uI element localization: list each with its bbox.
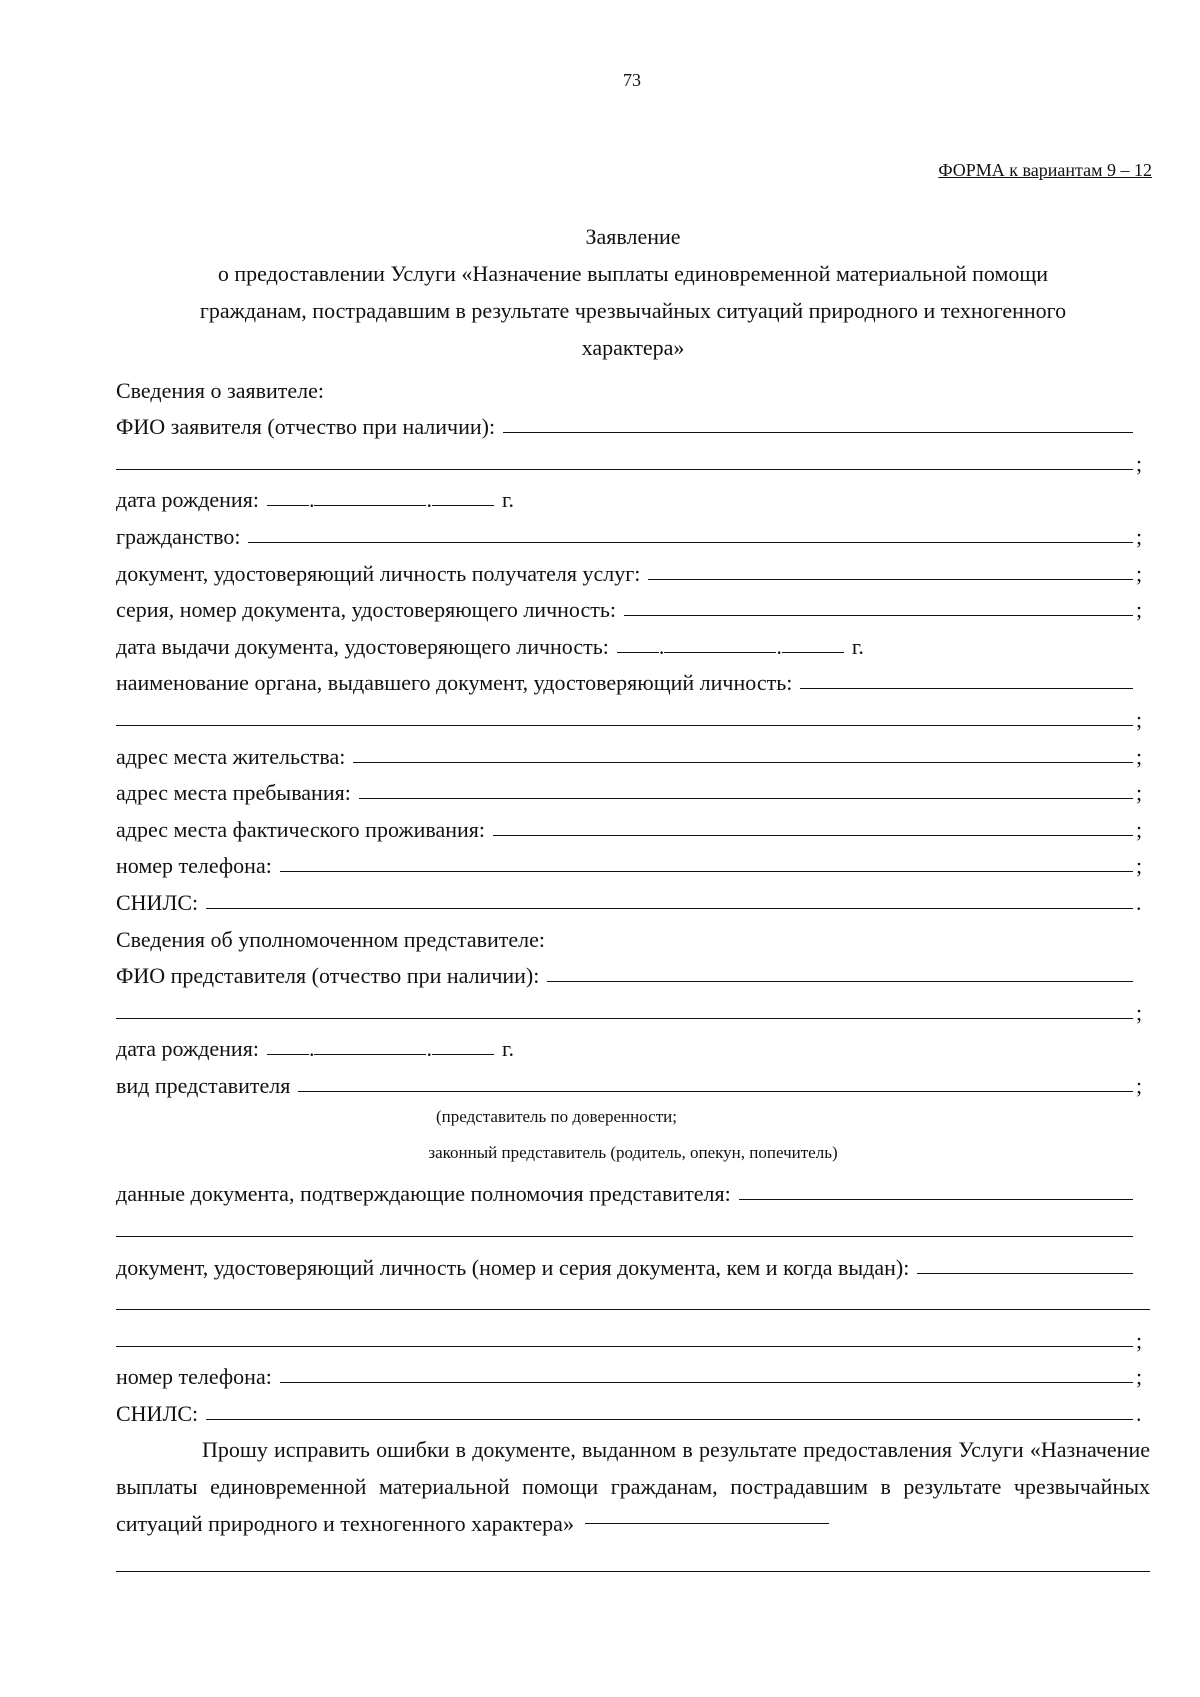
applicant-phone-label: номер телефона:: [116, 853, 272, 879]
applicant-birth-row: дата рождения: . . г.: [116, 487, 514, 513]
applicant-residence-field[interactable]: [353, 761, 1133, 763]
rep-authority-field-2[interactable]: [116, 1235, 1133, 1237]
issue-month-field[interactable]: [664, 651, 776, 653]
rep-phone-row: номер телефона: ;: [116, 1364, 1143, 1390]
rep-kind-hint-2: законный представитель (родитель, опекун, попечитель): [428, 1142, 838, 1162]
rep-birth-year-field[interactable]: [432, 1053, 494, 1055]
applicant-fio-label: ФИО заявителя (отчество при наличии):: [116, 414, 496, 440]
form-body: [116, 367, 1150, 1579]
applicant-snils-label: СНИЛС:: [116, 889, 199, 915]
rep-kind-hint-1: (представитель по доверенности;: [436, 1106, 677, 1126]
rep-kind-row: вид представителя ;: [116, 1072, 1143, 1098]
rep-birth-row: дата рождения: . . г.: [116, 1036, 514, 1062]
request-paragraph: [116, 1431, 1150, 1542]
applicant-citizenship-row: гражданство: ;: [116, 523, 1143, 549]
applicant-issue-date-label: дата выдачи документа, удостоверяющего личность:: [116, 633, 609, 659]
issue-day-field[interactable]: [617, 651, 659, 653]
rep-birth-day-field[interactable]: [267, 1053, 309, 1055]
rep-id-doc-field-3[interactable]: [116, 1345, 1133, 1347]
applicant-series-row: серия, номер документа, удостоверяющего личность: ;: [116, 597, 1143, 623]
rep-phone-field[interactable]: [280, 1381, 1133, 1383]
rep-id-doc-continuation-2: ;: [116, 1317, 1150, 1354]
rep-fio-label: ФИО представителя (отчество при наличии):: [116, 963, 540, 989]
applicant-fio-continuation: ;: [116, 440, 1150, 477]
rep-birth-label: дата рождения:: [116, 1036, 259, 1062]
applicant-stay-field[interactable]: [359, 797, 1133, 799]
request-text: Прошу исправить ошибки в документе, выданном в результате предоставления Услуги «Назначение выплаты единовременной материальной помощи гражданам, пострадавшим в результате чрезвычайных ситуаций природного и техногенного характера»: [116, 1437, 1150, 1537]
applicant-citizenship-label: гражданство:: [116, 523, 241, 549]
applicant-series-label: серия, номер документа, удостоверяющего личность:: [116, 597, 616, 623]
applicant-issuer-row: [116, 660, 1150, 697]
rep-snils-row: СНИЛС: .: [116, 1401, 1142, 1427]
applicant-section-heading: Сведения о заявителе:: [116, 377, 325, 403]
rep-id-doc-row: [116, 1244, 1150, 1281]
applicant-fio-row: [116, 404, 1150, 441]
request-field-2[interactable]: [116, 1570, 1150, 1572]
applicant-issuer-label: наименование органа, выдавшего документ, удостоверяющий личность:: [116, 670, 793, 696]
rep-id-doc-field[interactable]: [917, 1272, 1133, 1274]
rep-fio-field-2[interactable]: [116, 1017, 1133, 1019]
applicant-stay-row: адрес места пребывания: ;: [116, 780, 1143, 806]
applicant-snils-field[interactable]: [206, 907, 1133, 909]
applicant-residence-row: адрес места жительства: ;: [116, 743, 1143, 769]
title-line-1: Заявление: [585, 224, 681, 249]
title-line-2: о предоставлении Услуги «Назначение выплаты единовременной материальной помощи: [217, 261, 1049, 286]
applicant-issuer-continuation: ;: [116, 696, 1150, 733]
form-title: [116, 218, 1150, 366]
applicant-actual-field[interactable]: [493, 834, 1133, 836]
page-number: 73: [623, 70, 641, 90]
rep-snils-label: СНИЛС:: [116, 1401, 199, 1427]
rep-kind-field[interactable]: [298, 1090, 1133, 1092]
rep-authority-label: данные документа, подтверждающие полномочия представителя:: [116, 1181, 731, 1207]
applicant-fio-field-2[interactable]: [116, 468, 1133, 470]
applicant-issuer-field[interactable]: [800, 687, 1133, 689]
applicant-birth-month-field[interactable]: [314, 504, 426, 506]
rep-fio-row: [116, 953, 1150, 990]
rep-phone-label: номер телефона:: [116, 1364, 272, 1390]
issue-year-field[interactable]: [782, 651, 844, 653]
rep-id-doc-label: документ, удостоверяющий личность (номер и серия документа, кем и когда выдан):: [116, 1254, 910, 1280]
rep-authority-field[interactable]: [739, 1198, 1133, 1200]
applicant-doc-field[interactable]: [648, 578, 1133, 580]
applicant-actual-label: адрес места фактического проживания:: [116, 816, 486, 842]
applicant-issue-date-row: дата выдачи документа, удостоверяющего личность: . . г.: [116, 633, 864, 659]
applicant-residence-label: адрес места жительства:: [116, 743, 346, 769]
applicant-phone-field[interactable]: [280, 870, 1133, 872]
applicant-issuer-field-2[interactable]: [116, 724, 1133, 726]
rep-snils-field[interactable]: [206, 1418, 1133, 1420]
request-field[interactable]: [585, 1522, 829, 1524]
rep-fio-continuation: ;: [116, 989, 1150, 1026]
rep-id-doc-field-2[interactable]: [116, 1308, 1150, 1310]
request-continuation: [116, 1542, 1150, 1579]
applicant-citizenship-field[interactable]: [248, 541, 1133, 543]
rep-authority-continuation: [116, 1207, 1150, 1244]
title-line-4: характера»: [581, 335, 685, 360]
rep-fio-field[interactable]: [547, 980, 1133, 982]
title-line-3: гражданам, пострадавшим в результате чрезвычайных ситуаций природного и техногенного: [199, 298, 1067, 323]
applicant-doc-label: документ, удостоверяющий личность получателя услуг:: [116, 560, 641, 586]
rep-kind-label: вид представителя: [116, 1072, 291, 1098]
applicant-actual-row: адрес места фактического проживания: ;: [116, 816, 1143, 842]
applicant-birth-day-field[interactable]: [267, 504, 309, 506]
representative-section-heading: Сведения об уполномоченном представителе:: [116, 926, 546, 952]
applicant-snils-row: СНИЛС: .: [116, 889, 1142, 915]
applicant-birth-year-field[interactable]: [432, 504, 494, 506]
rep-authority-row: [116, 1171, 1150, 1208]
form-variant-tag: ФОРМА к вариантам 9 – 12: [938, 160, 1152, 180]
applicant-fio-field[interactable]: [503, 431, 1133, 433]
rep-id-doc-continuation-1: [116, 1281, 1150, 1318]
rep-birth-month-field[interactable]: [314, 1053, 426, 1055]
applicant-phone-row: номер телефона: ;: [116, 853, 1143, 879]
applicant-stay-label: адрес места пребывания:: [116, 780, 351, 806]
applicant-doc-row: документ, удостоверяющий личность получателя услуг: ;: [116, 560, 1143, 586]
applicant-birth-label: дата рождения:: [116, 487, 259, 513]
applicant-series-field[interactable]: [624, 614, 1133, 616]
